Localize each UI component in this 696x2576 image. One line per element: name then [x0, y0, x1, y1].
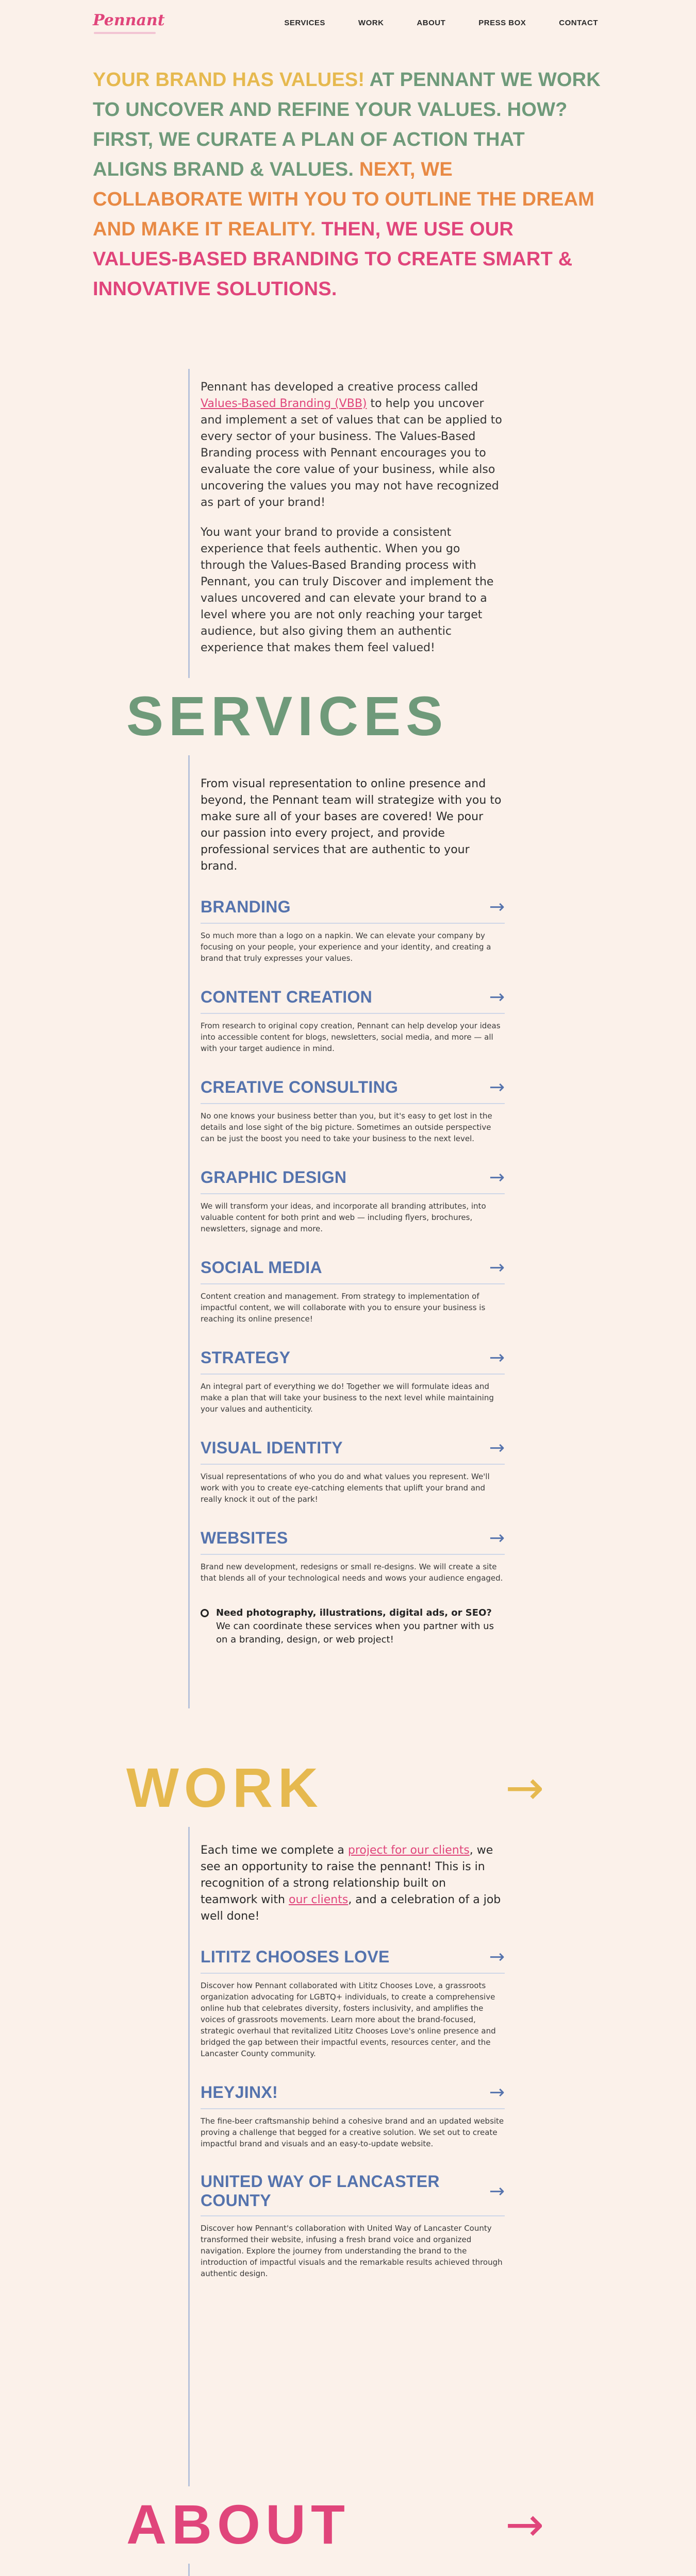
- help-body: We can coordinate these services when you partner with us on a branding, design, or web project!: [216, 1621, 494, 1645]
- service-item-desc: Visual representations of who you do and what values you represent. We'll work with you to create eye-catching elements that uplift your brand and really knock it out of the park!: [201, 1472, 490, 1504]
- work-item-desc: The fine-beer craftsmanship behind a cohesive brand and an updated website proving a challenge that begged for a creative solution. We set out to create impactful brand and visuals and an easy-to-update website.: [201, 2116, 504, 2148]
- logo-underline: [94, 32, 156, 34]
- arrow-right-icon: →: [489, 987, 505, 1008]
- service-item-desc: From research to original copy creation, Pennant can help develop your ideas into accessible content for blogs, newsletters, social media, and more — all with your target audience in mind.: [201, 1021, 501, 1053]
- work-item: [201, 2172, 505, 2279]
- service-item: [201, 1528, 505, 1584]
- vbb-link[interactable]: Values-Based Branding (VBB): [201, 397, 367, 410]
- arrow-right-icon: →: [489, 1347, 505, 1368]
- service-item-head[interactable]: [201, 1077, 505, 1104]
- service-item-desc: An integral part of everything we do! Together we will formulate ideas and make a plan that will take your business to the next level while maintaining your values and authenticity.: [201, 1382, 494, 1414]
- service-item-head[interactable]: [201, 1528, 505, 1555]
- hero-line-1: YOUR BRAND HAS VALUES!: [93, 69, 370, 91]
- intro-paragraph-1: [201, 379, 505, 511]
- work-item: [201, 2082, 505, 2149]
- intro-text-b: to help you uncover and implement a set of values that can be applied to every sector of your business. The Values-Based Branding process with Pennant encourages you to evaluate the core value of your business, while also uncovering the values you may not have recognized as part of your brand!: [201, 397, 502, 509]
- service-item: [201, 1167, 505, 1234]
- services-title: SERVICES: [126, 685, 449, 747]
- work-title: WORK: [126, 1756, 323, 1819]
- services-intro: From visual representation to online presence and beyond, the Pennant team will strategize with you to make sure all of your bases are covered! We pour our passion into every project, and provide professional services that are authentic to your brand.: [201, 777, 502, 873]
- nav-work[interactable]: WORK: [358, 19, 384, 27]
- service-item-head[interactable]: [201, 987, 505, 1014]
- arrow-right-icon: →: [489, 2082, 505, 2103]
- service-item-head[interactable]: [201, 1437, 505, 1465]
- service-item-title: WEBSITES: [201, 1529, 288, 1547]
- service-item-title: SOCIAL MEDIA: [201, 1258, 322, 1277]
- work-intro: [201, 1842, 505, 1925]
- services-divider: [188, 755, 190, 1708]
- service-item-title: VISUAL IDENTITY: [201, 1438, 343, 1457]
- work-item-title: LITITZ CHOOSES LOVE: [201, 1947, 390, 1966]
- work-arrow-icon[interactable]: →: [505, 1761, 544, 1815]
- intro-section: [201, 379, 505, 670]
- nav-services[interactable]: SERVICES: [284, 19, 325, 27]
- about-title: ABOUT: [126, 2493, 350, 2555]
- about-arrow-icon[interactable]: →: [505, 2498, 544, 2552]
- hero-line-2: AT PENNANT WE WORK TO UNCOVER AND REFINE YOUR VALUES. HOW? FIRST, WE CURATE A PLAN OF ACTION THAT ALIGNS BRAND & VALUES.: [93, 69, 601, 180]
- about-divider: [188, 2564, 190, 2576]
- work-item-desc: Discover how Pennant's collaboration with United Way of Lancaster County transformed their website, infusing a fresh brand voice and organized navigation. Explore the journey from understanding the brand to the introduction of impactful visuals and the remarkable results achieved through authentic design.: [201, 2224, 503, 2278]
- service-item-title: GRAPHIC DESIGN: [201, 1168, 347, 1187]
- work-divider: [188, 1827, 190, 2486]
- service-item-head[interactable]: [201, 1167, 505, 1194]
- work-item-title: UNITED WAY OF LANCASTER COUNTY: [201, 2172, 440, 2210]
- help-text: [216, 1606, 505, 1647]
- intro-paragraph-2: You want your brand to provide a consistent experience that feels authentic. When you go through the Values-Based Branding process with Pennant, you can truly Discover and implement the values uncovered and can elevate your brand to a level where you are not only reaching your target audience, but also giving them an authentic experience that makes them feel valued!: [201, 526, 494, 654]
- arrow-right-icon: →: [489, 1257, 505, 1278]
- arrow-right-icon: →: [489, 1077, 505, 1098]
- intro-text-a: Pennant has developed a creative process called: [201, 381, 478, 394]
- hero-line-4: THEN, WE USE OUR VALUES-BASED BRANDING TO CREATE SMART & INNOVATIVE SOLUTIONS.: [93, 218, 573, 300]
- service-item-desc: We will transform your ideas, and incorporate all branding attributes, into valuable content for both print and web — including flyers, brochures, newsletters, signage and more.: [201, 1201, 486, 1233]
- site-header: [0, 0, 696, 49]
- hero-statement: [93, 65, 603, 304]
- clients-link[interactable]: our clients: [288, 1893, 349, 1906]
- work-item-head[interactable]: [201, 2172, 505, 2216]
- work-intro-b: , we see an opportunity to raise the pennant! This is in recognition of a strong relationship built on teamwork with: [201, 1844, 493, 1906]
- service-item: [201, 896, 505, 964]
- work-intro-c: , and a celebration of a job well done!: [201, 1893, 501, 1923]
- work-section: [201, 1842, 505, 2302]
- work-item-desc: Discover how Pennant collaborated with Lititz Chooses Love, a grassroots organization advocating for LGBTQ+ individuals, to create a comprehensive online hub that celebrates diversity, fosters inclusivity, and amplifies the voices of grassroots movements. Learn more about the brand-focused, strategic overhaul that revitalized Lititz Chooses Love's online presence and bridged the gap between their impactful events, resources center, and the Lancaster County community.: [201, 1981, 496, 2058]
- service-item: [201, 1437, 505, 1505]
- service-item-head[interactable]: [201, 1257, 505, 1284]
- service-item: [201, 1347, 505, 1415]
- arrow-right-icon: →: [489, 896, 505, 918]
- arrow-right-icon: →: [489, 1167, 505, 1188]
- service-item-desc: No one knows your business better than you, but it's easy to get lost in the details and lose sight of the big picture. Sometimes an outside perspective can be just the boost you need to take your business to the next level.: [201, 1111, 492, 1143]
- service-item-head[interactable]: [201, 896, 505, 924]
- services-list: [201, 896, 505, 1584]
- nav-press-box[interactable]: PRESS BOX: [478, 19, 526, 27]
- help-title: Need photography, illustrations, digital ads, or SEO?: [216, 1607, 492, 1618]
- brand-logo[interactable]: Pennant: [93, 11, 165, 29]
- service-item-title: CREATIVE CONSULTING: [201, 1078, 399, 1096]
- service-item-title: BRANDING: [201, 897, 291, 916]
- work-list: [201, 1946, 505, 2279]
- service-item-title: STRATEGY: [201, 1348, 291, 1367]
- service-item-desc: Content creation and management. From strategy to implementation of impactful content, we will collaborate with you to ensure your business is reaching its online presence!: [201, 1292, 486, 1324]
- service-item-desc: So much more than a logo on a napkin. We can elevate your company by focusing on your people, your experience and your identity, and creating a brand that truly expresses your values.: [201, 931, 491, 963]
- arrow-right-icon: →: [489, 2180, 505, 2202]
- arrow-right-icon: →: [489, 1946, 505, 1968]
- work-item-head[interactable]: [201, 2082, 505, 2109]
- hero-section: [0, 49, 696, 369]
- services-help: [201, 1606, 505, 1647]
- service-item-head[interactable]: [201, 1347, 505, 1375]
- projects-link[interactable]: project for our clients: [347, 1844, 470, 1857]
- arrow-right-icon: →: [489, 1437, 505, 1459]
- work-item-head[interactable]: [201, 1946, 505, 1974]
- info-icon: [201, 1609, 209, 1617]
- service-item: [201, 1077, 505, 1144]
- service-item: [201, 987, 505, 1054]
- main-nav: [284, 19, 598, 27]
- page-body: [0, 369, 696, 2576]
- work-item: [201, 1946, 505, 2059]
- hero-line-3: NEXT, WE COLLABORATE WITH YOU TO OUTLINE THE DREAM AND MAKE IT REALITY.: [93, 159, 594, 240]
- nav-contact[interactable]: CONTACT: [559, 19, 598, 27]
- service-item: [201, 1257, 505, 1325]
- service-item-title: CONTENT CREATION: [201, 988, 373, 1006]
- work-item-title: HEYJINX!: [201, 2083, 278, 2102]
- intro-divider: [188, 369, 190, 678]
- service-item-desc: Brand new development, redesigns or small re-designs. We will create a site that blends all of your technological needs and wows your audience engaged.: [201, 1562, 503, 1583]
- work-intro-a: Each time we complete a: [201, 1844, 348, 1857]
- nav-about[interactable]: ABOUT: [417, 19, 446, 27]
- arrow-right-icon: →: [489, 1528, 505, 1549]
- services-section: [201, 776, 505, 1647]
